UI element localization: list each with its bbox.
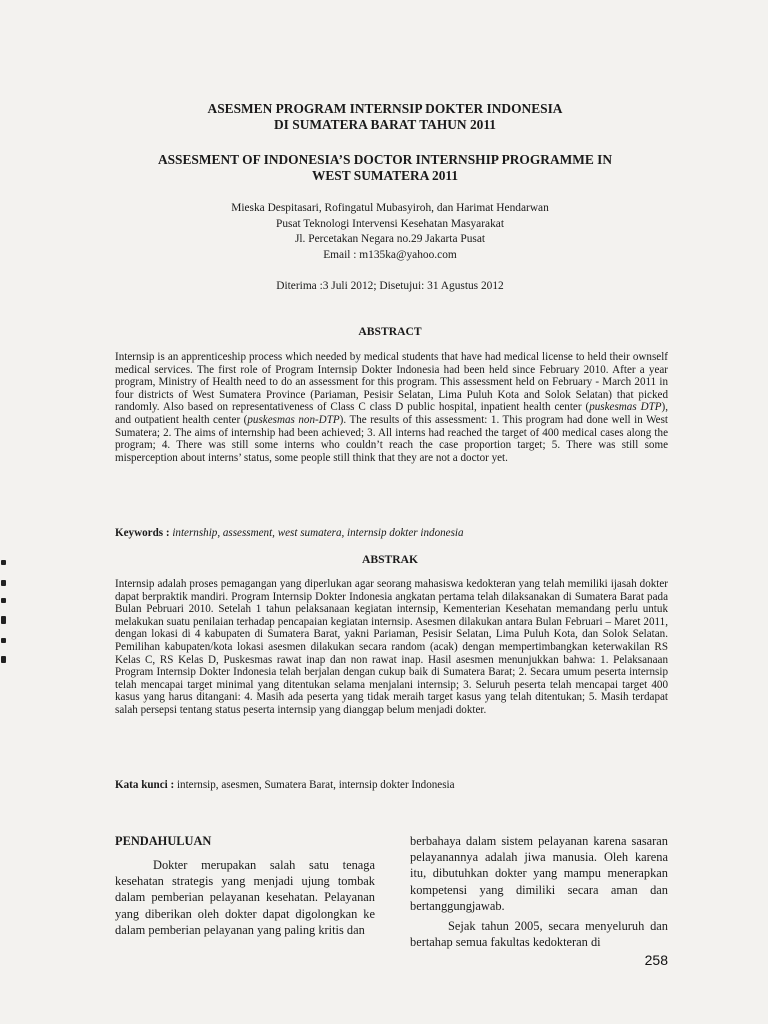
kata-kunci-value: internsip, asesmen, Sumatera Barat, internsip dokter Indonesia — [176, 779, 455, 791]
author-names: Mieska Despitasari, Rofingatul Mubasyiroh, dan Harimat Hendarwan — [231, 202, 549, 214]
abstract-heading: ABSTRACT — [358, 325, 422, 338]
abstract-text — [115, 351, 668, 464]
body-right-column — [410, 833, 668, 950]
section-heading-pendahuluan: PENDAHULUAN — [115, 834, 212, 848]
abstract-part1: Internsip is an apprenticeship process which needed by medical students that have had medical license to held their ownself medical services. The first role of Program Internsip Dokter Indonesia had been held since February 2010. After a year program, Ministry of Health need to do an assessment for this program. This assessment held on February - March 2011 in four districts of West Sumatera Province (Pariaman, Pesisir Selatan, Lima Puluh Kota and Solok Selatan) that picked randomly. Also based on representativeness of Class C class D public hospital, inpatient health center ( — [115, 351, 668, 414]
body-left-column — [115, 833, 375, 938]
keywords-value: internship, assessment, west sumatera, internsip dokter indonesia — [172, 527, 464, 539]
title-en-line1: ASSESMENT OF INDONESIA’S DOCTOR INTERNSHIP PROGRAMME IN — [157, 152, 613, 167]
title-en-line2: WEST SUMATERA 2011 — [311, 168, 459, 183]
abstract-part2: ), and outpatient health center ( — [115, 401, 668, 426]
author-address: Jl. Percetakan Negara no.29 Jakarta Pusat — [294, 233, 486, 245]
author-email: Email : m135ka@yahoo.com — [323, 248, 457, 261]
keywords-label: Keywords : — [115, 527, 170, 539]
body-right-paragraph-2: Sejak tahun 2005, secara menyeluruh dan bertahap semua fakultas kedokteran di — [410, 919, 668, 950]
title-indonesian — [100, 101, 670, 133]
received-accepted-dates: Diterima :3 Juli 2012; Disetujui: 31 Agustus 2012 — [276, 280, 504, 292]
page-number: 258 — [644, 952, 668, 968]
body-right-paragraph-1: berbahaya dalam sistem pelayanan karena sasaran pelayanannya adalah jiwa manusia. Oleh karena itu, dibutuhkan dokter yang mampu menerapkan kompetensi yang dimiliki secara aman dan bertanggungjawab. — [410, 834, 668, 913]
abstrak-heading: ABSTRAK — [361, 553, 419, 566]
title-id-line1: ASESMEN PROGRAM INTERNSIP DOKTER INDONESIA — [207, 101, 563, 116]
author-affiliation: Pusat Teknologi Intervensi Kesehatan Masyarakat — [275, 217, 504, 230]
abstract-part3: ). The results of this assessment: 1. This program had done well in West Sumatera; 2. The aims of internship had been achieved; 3. All interns had reached the target of 400 medical cases along the program; 4. There was still some interns who couldn’t reach the case proportion target; 5. There was still some misperception about interns’ status, some people still think that they are not a doctor yet. — [115, 413, 669, 464]
body-left-paragraph: Dokter merupakan salah satu tenaga kesehatan strategis yang menjadi ujung tombak dalam pemberian pelayanan kesehatan. Pelayanan yang diberikan oleh dokter dapat digolongkan ke dalam pemberian pelayanan yang paling kritis dan — [115, 858, 375, 937]
abstract-italic1: puskesmas DTP — [589, 401, 662, 414]
kata-kunci-label: Kata kunci : — [115, 779, 175, 791]
title-id-line2: DI SUMATERA BARAT TAHUN 2011 — [274, 117, 496, 132]
title-english — [100, 152, 670, 184]
author-block — [150, 201, 630, 263]
keywords-english — [115, 527, 668, 540]
keywords-indonesian — [115, 779, 668, 792]
abstract-italic2: puskesmas non-DTP — [247, 413, 340, 426]
scan-margin-marks — [0, 560, 8, 700]
abstrak-text: Internsip adalah proses pemagangan yang diperlukan agar seorang mahasiswa kedokteran yang telah memiliki ijasah dokter dapat berpraktik mandiri. Program Internsip Dokter Indonesia angkatan pertama telah dilaksanakan di Sumatera Barat pada Bulan Pebruari 2010. Setelah 1 tahun pelaksanaan kegiatan internsip, Kementerian Kesehatan memandang perlu untuk melakukan suatu penilaian terhadap pencapaian kegiatan internsip. Asesmen dilakukan antara Bulan Februari – Maret 2011, dengan lokasi di 4 kabupaten di Sumatera Barat, yakni Pariaman, Pesisir Selatan, Lima Puluh Kota, dan Solok Selatan. Pemilihan kabupaten/kota lokasi asesmen dilakukan secara random (acak) dengan mempertimbangkan keterwakilan RS Kelas C, RS Kelas D, Puskesmas rawat inap dan non rawat inap. Hasil asesmen menunjukkan bahwa: 1. Pelaksanaan Program Internsip Dokter Indonesia telah berjalan dengan cukup baik di Sumatera Barat; 2. Secara umum peserta internsip telah mencapai target minimal yang ditentukan selama menjalani internsip; 3. Seluruh peserta telah mencapai target 400 kasus yang harus ditangani: 4. Masih ada peserta yang tidak meraih target kasus yang telah ditentukan; 5. Masih terdapat salah persepsi tentang status peserta internsip yang dianggap belum menjadi dokter. — [115, 578, 668, 716]
